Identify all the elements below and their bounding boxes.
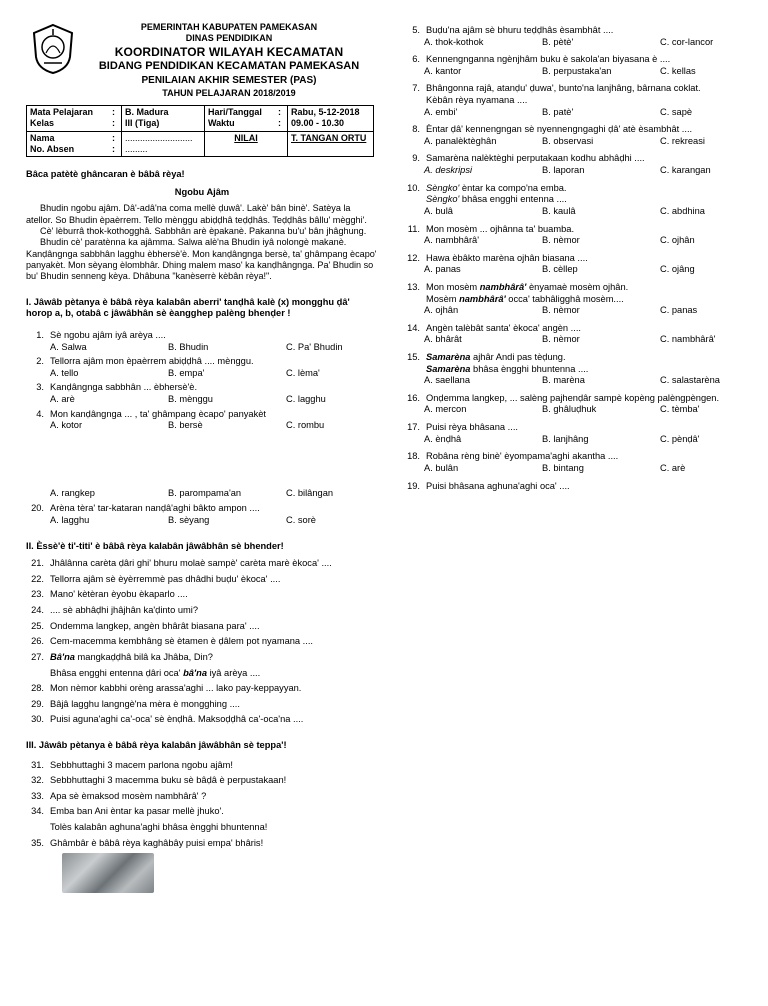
question-text: Sè ngobu ajâm iyâ arèya ....: [50, 329, 166, 340]
question-text: Samarèna nalèktèghi perputakaan kodhu abhâḍhi ....: [426, 153, 645, 164]
options-9: [424, 165, 754, 177]
question-number: 31.: [31, 759, 44, 770]
option-a[interactable]: A. kotor: [50, 420, 83, 431]
emphasis-word: nambhârâ': [459, 293, 506, 304]
emphasis-word: Samarèna: [426, 352, 471, 363]
question-number: 4.: [36, 408, 44, 419]
option-b[interactable]: B. observasi: [542, 135, 594, 146]
header-line-2: DINAS PENDIDIKAN: [185, 33, 273, 44]
option-a[interactable]: A. rangkep: [50, 487, 95, 498]
landscape-photo: [62, 853, 154, 893]
question-number: 32.: [31, 775, 44, 786]
option-c[interactable]: C. panas: [660, 305, 698, 316]
question-text: Mon mosèm: [426, 281, 480, 292]
section-1-heading-text: I. Jâwâb pètanya è bâbâ rèya kalabân aberri' tanḍhâ kalè (x) mongghu ḍâ' horop a, b, otabâ c jâwâbhân sè èangghep palèng bhenḍer !: [26, 296, 350, 319]
question-1: [26, 330, 378, 342]
question-3: [26, 382, 378, 394]
question-number: 13.: [407, 281, 420, 292]
option-a[interactable]: A. deskripsi: [424, 165, 473, 176]
emphasis-word: Samarèna: [426, 363, 471, 374]
emphasis-word: bâ'na: [183, 667, 207, 678]
kelas-label: Kelas: [30, 118, 55, 129]
option-b[interactable]: B. laporan: [542, 165, 585, 176]
question-5: [404, 25, 754, 37]
question-text: mangkaḍḍhâ bilâ ka Jhâba, Din?: [74, 651, 213, 662]
question-text: Arèna tèra' tar-kataran nanḍâ'aghi bâkto ampon ....: [50, 503, 260, 514]
section-2-heading: II. Èssè'è ti'-titi' è bâbâ rèya kalabân jâwâbhân sè bhender!: [26, 540, 284, 551]
question-text: ènyamaè mosèm ojhân.: [526, 281, 629, 292]
question-text: Puisi bhâsana aghuna'aghi oca' ....: [426, 480, 570, 491]
story-paragraph-2: Cè' lèburrâ thok-kothogghâ. Sabbhân arè èpakanè. Pakanna bu'u' bân jhâghung.: [40, 225, 367, 236]
emphasis-word: Bâ'na: [50, 651, 75, 662]
question-number: 27.: [31, 651, 44, 662]
question-22: [26, 574, 378, 586]
emphasis-word: Sèngko': [426, 194, 460, 205]
question-number: 11.: [407, 223, 420, 234]
options-17: [424, 434, 754, 446]
option-b[interactable]: B. bintang: [542, 462, 584, 473]
right-column: [404, 22, 754, 492]
option-b[interactable]: B. sèyang: [168, 515, 210, 526]
question-number: 29.: [31, 698, 44, 709]
hari-label: Hari/Tanggal: [208, 107, 262, 117]
option-a[interactable]: A. arè: [50, 394, 75, 404]
question-18: [404, 451, 754, 463]
question-text: Mon nèmor kabbhi orèng arassa'aghi ... lako pay-keppayyan.: [50, 683, 302, 694]
option-c[interactable]: C. lèma': [286, 367, 320, 378]
option-c[interactable]: C. lagghu: [286, 394, 326, 404]
question-text: Bhâsa engghi entenna ḍâri oca': [50, 667, 184, 678]
question-number: 22.: [31, 573, 44, 584]
question-text: Emba ban Ani èntar ka pasar mellè jhuko'.: [50, 806, 224, 817]
question-number: 1.: [36, 329, 44, 340]
option-c[interactable]: C. kellas: [660, 65, 696, 76]
option-a[interactable]: A. ojhân: [424, 305, 459, 316]
story-paragraph-3: Bhudin cè' paratènna ka ajâmma. Salwa alè'na Bhudin iyâ nolongè makanè. Kanḍângnga sabbhân lagghu èbhersè'è. Mon kanḍângnga bersè, ta' ghâmpang ècapo' panyakèt. Mon sèyang èlombhâr. Dhing malem maso' ka kanḍhângnga. Pa' Bhudin so bu' Bhudin senneng kèya. Dhâbuna "kanèserrè kèbân rèya!".: [26, 237, 377, 282]
question-text: Kèbân rèya nyamana ....: [426, 95, 528, 106]
options-4: [50, 420, 378, 432]
question-text: Èntar ḍâ' kennengngan sè nyennengngaghi ḍâ' atè èsambhât ....: [426, 124, 693, 135]
emphasis-word: Sèngko': [426, 182, 460, 193]
option-a[interactable]: A. bulân: [424, 462, 459, 473]
question-number: 20.: [31, 503, 44, 514]
option-b[interactable]: B. patè': [542, 106, 574, 117]
question-14: [404, 323, 754, 335]
question-text: Tellorra ajâm sè èyèrremmè pas dhâdhi buḍu' èkoca' ....: [50, 573, 281, 584]
question-28: [26, 683, 378, 695]
options-11: [424, 235, 754, 247]
question-number: 18.: [407, 451, 420, 462]
option-c[interactable]: C. pènḍâ': [660, 433, 700, 444]
question-13: [404, 282, 754, 305]
question-8: [404, 124, 754, 136]
question-27: [26, 652, 378, 664]
options-1: [50, 342, 378, 354]
question-15: [404, 352, 754, 375]
option-a[interactable]: A. panas: [424, 264, 461, 275]
option-c[interactable]: C. tèmba': [660, 404, 700, 415]
question-number: 30.: [31, 714, 44, 725]
absen-field[interactable]: .........: [125, 143, 148, 154]
question-text: Onḍemma langkep, ... salèng pajhenḍâr sampè kopèng palèngpèngen.: [426, 392, 720, 403]
question-text: Mano' kètèran èyobu èkaparlo ....: [50, 589, 188, 600]
option-b[interactable]: B. Bhudin: [168, 341, 209, 352]
header-line-3: KOORDINATOR WILAYAH KECAMATAN: [114, 44, 344, 59]
question-number: 19.: [407, 480, 420, 491]
options-12: [424, 264, 754, 276]
option-c[interactable]: C. ojâng: [660, 264, 695, 275]
question-number: 34.: [31, 806, 44, 817]
question-23: [26, 589, 378, 601]
option-a[interactable]: A. thok-kothok: [424, 36, 484, 47]
question-number: 24.: [31, 605, 44, 616]
option-c[interactable]: C. nambhârâ': [660, 334, 716, 345]
question-number: 26.: [31, 636, 44, 647]
question-4: [26, 409, 378, 421]
question-number: 12.: [407, 252, 420, 263]
colon: :: [278, 118, 281, 129]
nilai-label: NILAI: [234, 132, 258, 143]
question-12: [404, 253, 754, 265]
question-30: [26, 714, 378, 726]
question-text: Mosèm: [426, 293, 460, 304]
options-20: [50, 515, 378, 527]
question-text: Sebbhuttaghi 3 macemma buku sè bâḍâ è perpustakaan!: [50, 775, 287, 786]
option-a[interactable]: A. kantor: [424, 65, 462, 76]
option-b[interactable]: B. nèmor: [542, 235, 580, 246]
nama-label: Nama: [30, 132, 55, 143]
question-text: Bhângonna rajâ, atanḍu' ḍuwa', bunto'na lanjhâng, bârnana coklat.: [426, 83, 701, 94]
options-13: [424, 305, 754, 317]
nama-field[interactable]: ...........................: [125, 132, 193, 143]
question-text: Puisi rèya bhâsana ....: [426, 422, 518, 433]
option-c[interactable]: C. sapè: [660, 106, 693, 117]
option-b[interactable]: B. ghâluḍhuk: [542, 404, 597, 415]
question-27-line-2: [50, 668, 378, 680]
option-b[interactable]: B. nèmor: [542, 305, 580, 316]
options-14: [424, 334, 754, 346]
mapel-label: Mata Pelajaran: [30, 107, 94, 117]
question-text: Ondemma langkep, angèn bhârât biasana para' ....: [50, 620, 260, 631]
header-line-1: PEMERINTAH KABUPATEN PAMEKASAN: [140, 22, 318, 32]
question-33: [26, 791, 378, 803]
question-text: Kanḍângnga sabbhân ... èbhersè'è.: [50, 382, 198, 393]
question-text: Kennengnganna ngènjhâm buku è sakola'an biyasana è ....: [426, 54, 671, 65]
waktu-label: Waktu: [208, 118, 235, 129]
hari-value: Rabu, 5-12-2018: [291, 107, 360, 117]
question-35: [26, 838, 378, 850]
option-b[interactable]: B. perpustaka'an: [542, 65, 612, 76]
option-a[interactable]: A. bulâ: [424, 205, 453, 216]
question-19: [404, 481, 754, 493]
colon: :: [278, 107, 281, 117]
question-29: [26, 699, 378, 711]
question-text: bhâsa engghi entenna ....: [459, 194, 567, 205]
section-1-questions: [26, 330, 378, 527]
option-b[interactable]: B. mènggu: [168, 394, 213, 404]
question-number: 7.: [412, 83, 420, 94]
option-a[interactable]: A. mercon: [424, 404, 467, 415]
section-1-heading: [26, 297, 378, 320]
section-2-questions: [26, 558, 378, 726]
colon: :: [112, 118, 115, 129]
option-a[interactable]: A. bhârât: [424, 334, 462, 345]
question-7: [404, 83, 754, 106]
question-number: 3.: [36, 382, 44, 393]
option-a[interactable]: A. lagghu: [50, 515, 90, 526]
question-text: iyâ arèya ....: [207, 667, 261, 678]
absen-label: No. Absen: [30, 143, 75, 154]
question-text: Mon kanḍângnga ... , ta' ghâmpang ècapo' panyakèt: [50, 408, 266, 419]
section-3-questions: [26, 760, 378, 894]
question-6: [404, 54, 754, 66]
question-20: [26, 503, 378, 515]
option-c[interactable]: C. cor-lancor: [660, 36, 714, 47]
question-number: 17.: [407, 422, 420, 433]
question-number: 35.: [31, 837, 44, 848]
question-number: 15.: [407, 352, 420, 363]
option-b[interactable]: B. kaulâ: [542, 205, 576, 216]
colon: :: [112, 143, 115, 154]
options-2: [50, 368, 378, 380]
question-number: 21.: [31, 558, 44, 569]
question-number: 10.: [407, 182, 420, 193]
question-text: Ghâmbâr è bâbâ rèya kaghâbây puisi empa' bhâris!: [50, 837, 264, 848]
question-21: [26, 558, 378, 570]
options-15: [424, 375, 754, 387]
options-6: [424, 66, 754, 78]
option-b[interactable]: B. nèmor: [542, 334, 580, 345]
question-text: Puisi aguna'aghi ca'-oca' sè ènḍhâ. Maksoḍḍhâ ca'-oca'na ....: [50, 714, 304, 725]
question-34: [26, 806, 378, 818]
option-a[interactable]: A. tello: [50, 367, 79, 378]
option-b[interactable]: B. cèllep: [542, 264, 578, 275]
document-header: [26, 22, 378, 105]
question-34-line-2: Tolès kalabân aghuna'aghi bhâsa èngghi bhuntenna!: [50, 822, 268, 833]
question-31: [26, 760, 378, 772]
kelas-value: III (Tiga): [125, 118, 160, 129]
question-number: 14.: [407, 322, 420, 333]
option-b[interactable]: B. marèna: [542, 375, 585, 386]
options-10: [424, 206, 754, 218]
question-10: [404, 183, 754, 206]
question-text: .... sè abhâḍhi jhâjhân ka'ḍinto umi?: [50, 605, 199, 616]
regency-emblem-icon: [30, 23, 76, 75]
question-text: Angèn talèbât santa' èkoca' angèn ....: [426, 322, 581, 333]
emphasis-word: nambhârâ': [479, 281, 527, 292]
question-number: 25.: [31, 620, 44, 631]
option-c[interactable]: C. rekreasi: [660, 135, 705, 146]
question-2: [26, 356, 378, 368]
question-text: Sebbhuttaghi 3 macem parlona ngobu ajâm!: [50, 759, 233, 770]
option-b[interactable]: B. bersè: [168, 420, 203, 431]
question-11: [404, 224, 754, 236]
question-text: Cem-macemma kembhâng sè ètamen è ḍâlem pot nyamana ....: [50, 636, 314, 647]
question-number: 6.: [412, 54, 420, 65]
header-line-4: BIDANG PENDIDIKAN KECAMATAN PAMEKASAN: [98, 59, 360, 72]
mapel-value: B. Madura: [125, 107, 169, 117]
option-c[interactable]: C. abdhina: [660, 205, 705, 216]
question-text: ajhâr Andi pas tèḍung.: [470, 352, 566, 363]
question-number: 33.: [31, 790, 44, 801]
question-text: Tellorra ajâm mon èpaèrrem abiḍḍhâ .... mènggu.: [50, 356, 254, 367]
options-orphan: [50, 488, 378, 500]
story-title: Ngobu Ajâm: [174, 186, 230, 197]
option-c[interactable]: C. arè: [660, 462, 686, 473]
option-b[interactable]: B. lanjhâng: [542, 433, 589, 444]
options-16: [424, 404, 754, 416]
question-9: [404, 153, 754, 165]
question-17: [404, 422, 754, 434]
options-7: [424, 107, 754, 119]
question-text: occa' tabhâligghâ mosèm....: [505, 293, 624, 304]
question-text: Mon mosèm ... ojhânna ta' buamba.: [426, 223, 575, 234]
waktu-value: 09.00 - 10.30: [291, 118, 345, 129]
story-text: [26, 203, 378, 283]
question-number: 16.: [407, 392, 420, 403]
colon: :: [112, 107, 115, 117]
question-text: èntar ka compo'na emba.: [459, 182, 567, 193]
student-info-table: [26, 105, 374, 157]
option-c[interactable]: C. sorè: [286, 515, 316, 526]
options-5: [424, 37, 754, 49]
question-text: Buḍu'na ajâm sè bhuru teḍḍhâs èsambhât ....: [426, 25, 614, 35]
reading-instruction: Bâca patètè ghâncaran è bâbâ rèya!: [26, 169, 185, 179]
option-b[interactable]: B. pètè': [542, 36, 574, 47]
question-text: Jhâlânna carèta ḍâri ghi' bhuru molaè sampè' carèta marè èkoca' ....: [50, 558, 332, 569]
question-text: Apa sè èmaksod mosèm nambhârâ' ?: [50, 790, 207, 801]
option-c[interactable]: C. karangan: [660, 165, 711, 176]
story-paragraph-1: Bhudin ngobu ajâm. Dâ'-adâ'na coma mellè ḍuwâ'. Lakè' bân binè'. Satèya la atellor. So Bhudin èpaèrrem. Tello mènggu abiḍḍhâ teḍḍhâs. Teḍḍhâs bâllu' mègghi'.: [26, 203, 367, 225]
header-line-5: PENILAIAN AKHIR SEMESTER (PAS): [141, 75, 317, 87]
option-c[interactable]: C. salastarèna: [660, 375, 720, 386]
ttd-label: T. TANGAN ORTU: [291, 132, 367, 143]
question-25: [26, 621, 378, 633]
option-a[interactable]: A. panalèktèghân: [424, 135, 497, 146]
question-text: Bâjâ lagghu langngè'na mèra è mongghing ....: [50, 698, 240, 709]
left-column: [26, 22, 378, 893]
options-8: [424, 136, 754, 148]
question-text: Robâna rèng binè' èyompama'aghi akantha ....: [426, 451, 619, 462]
header-line-6: TAHUN PELAJARAN 2018/2019: [162, 87, 296, 98]
option-a[interactable]: A. saellana: [424, 375, 470, 386]
option-c[interactable]: C. bilângan: [286, 487, 334, 498]
question-number: 5.: [412, 25, 420, 35]
question-32: [26, 775, 378, 787]
question-number: 8.: [412, 124, 420, 135]
option-a[interactable]: A. nambhârâ': [424, 235, 480, 246]
question-number: 23.: [31, 589, 44, 600]
option-b[interactable]: B. parompama'an: [168, 487, 242, 498]
question-number: 9.: [412, 153, 420, 164]
option-a[interactable]: A. Salwa: [50, 341, 87, 352]
colon: :: [112, 132, 115, 143]
question-number: 2.: [36, 356, 44, 367]
option-c[interactable]: C. ojhân: [660, 235, 695, 246]
option-b[interactable]: B. empa': [168, 367, 205, 378]
option-c[interactable]: C. rombu: [286, 420, 325, 431]
question-text: Hawa èbâkto marèna ojhân biasana ....: [426, 252, 588, 263]
section-3-heading: III. Jâwâb pètanya è bâbâ rèya kalabân jâwâbhân sè teppa'!: [26, 739, 287, 750]
option-a[interactable]: A. embi': [424, 106, 458, 117]
question-24: [26, 605, 378, 617]
option-c[interactable]: C. Pa' Bhudin: [286, 341, 343, 352]
question-26: [26, 636, 378, 648]
question-number: 28.: [31, 683, 44, 694]
question-16: [404, 393, 754, 405]
question-text: bhâsa èngghi bhuntenna ....: [470, 363, 589, 374]
options-3: [50, 394, 378, 406]
options-18: [424, 463, 754, 475]
option-a[interactable]: A. ènḍhâ: [424, 433, 462, 444]
